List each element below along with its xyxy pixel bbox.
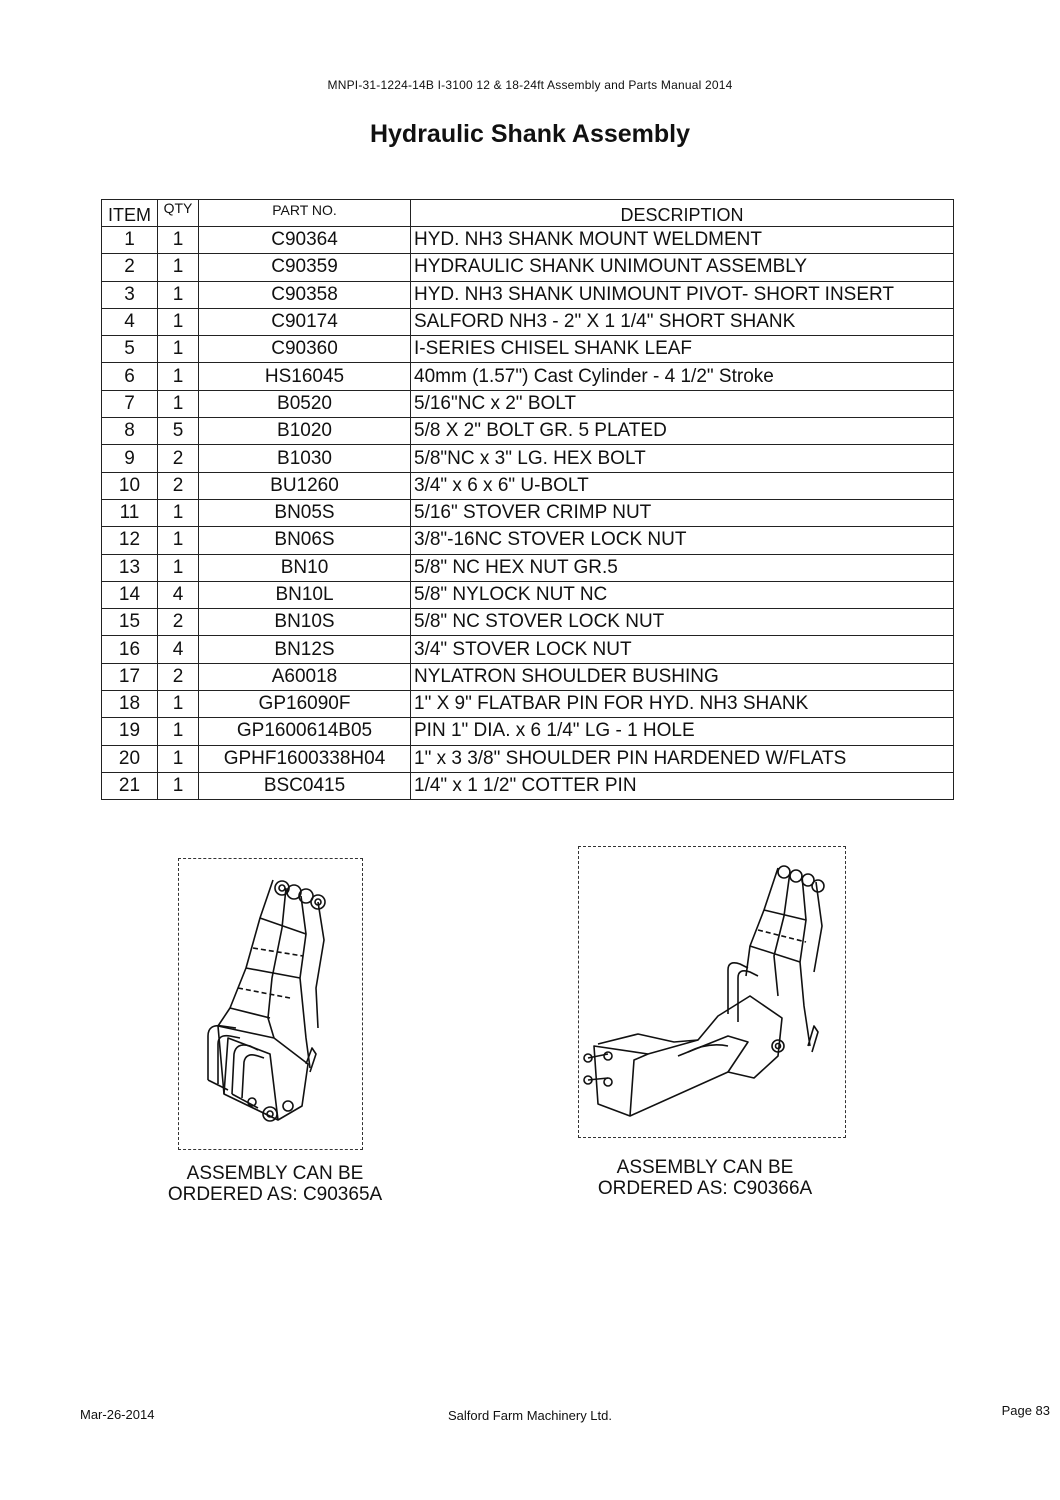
cell-qty: 5	[158, 418, 199, 445]
document-id-header: MNPI-31-1224-14B I-3100 12 & 18-24ft Assembly and Parts Manual 2014	[327, 78, 733, 92]
cell-description: 1/4" x 1 1/2" COTTER PIN	[411, 772, 954, 799]
cell-item: 4	[102, 308, 158, 335]
cell-part-no: A60018	[199, 663, 411, 690]
shank-assembly-figure-left	[178, 858, 363, 1150]
cell-part-no: GP1600614B05	[199, 718, 411, 745]
cell-qty: 1	[158, 718, 199, 745]
cell-part-no: BN10S	[199, 609, 411, 636]
cell-item: 12	[102, 527, 158, 554]
header-qty: QTY	[158, 200, 199, 227]
cell-description: NYLATRON SHOULDER BUSHING	[411, 663, 954, 690]
header-part-no: PART NO.	[199, 200, 411, 227]
cell-description: 5/8" NC HEX NUT GR.5	[411, 554, 954, 581]
cell-item: 18	[102, 691, 158, 718]
table-row	[102, 254, 954, 281]
cell-description: 5/8 X 2" BOLT GR. 5 PLATED	[411, 418, 954, 445]
caption-order-number: ORDERED AS: C90366A	[597, 1178, 813, 1199]
table-header-row	[102, 200, 954, 227]
cell-item: 21	[102, 772, 158, 799]
cell-qty: 1	[158, 745, 199, 772]
cell-item: 2	[102, 254, 158, 281]
table-row	[102, 527, 954, 554]
cell-qty: 1	[158, 363, 199, 390]
cell-item: 6	[102, 363, 158, 390]
cell-part-no: B1020	[199, 418, 411, 445]
page-title: Hydraulic Shank Assembly	[369, 120, 691, 148]
cell-item: 20	[102, 745, 158, 772]
table-row	[102, 499, 954, 526]
header-item: ITEM	[102, 200, 158, 227]
cell-qty: 1	[158, 390, 199, 417]
cell-description: 5/8" NYLOCK NUT NC	[411, 581, 954, 608]
cell-qty: 1	[158, 336, 199, 363]
cell-item: 7	[102, 390, 158, 417]
cell-description: 1" X 9" FLATBAR PIN FOR HYD. NH3 SHANK	[411, 691, 954, 718]
cell-item: 1	[102, 227, 158, 254]
caption-line: ASSEMBLY CAN BE	[616, 1157, 794, 1178]
cell-item: 14	[102, 581, 158, 608]
cell-description: 1" x 3 3/8" SHOULDER PIN HARDENED W/FLATS	[411, 745, 954, 772]
cell-item: 15	[102, 609, 158, 636]
cell-item: 9	[102, 445, 158, 472]
cell-part-no: C90364	[199, 227, 411, 254]
cell-part-no: BSC0415	[199, 772, 411, 799]
table-row	[102, 581, 954, 608]
footer-company: Salford Farm Machinery Ltd.	[447, 1408, 612, 1423]
cell-description: 5/16"NC x 2" BOLT	[411, 390, 954, 417]
cell-description: 40mm (1.57") Cast Cylinder - 4 1/2" Stroke	[411, 363, 954, 390]
header-description: DESCRIPTION	[411, 200, 954, 227]
cell-description: HYDRAULIC SHANK UNIMOUNT ASSEMBLY	[411, 254, 954, 281]
cell-qty: 2	[158, 609, 199, 636]
cell-part-no: BN10L	[199, 581, 411, 608]
cell-part-no: GPHF1600338H04	[199, 745, 411, 772]
caption-line: ASSEMBLY CAN BE	[186, 1163, 364, 1184]
cell-part-no: BN05S	[199, 499, 411, 526]
table-row	[102, 390, 954, 417]
cell-description: 3/4" STOVER LOCK NUT	[411, 636, 954, 663]
cell-item: 5	[102, 336, 158, 363]
footer-date: Mar-26-2014	[80, 1407, 155, 1422]
table-row	[102, 227, 954, 254]
cell-qty: 4	[158, 636, 199, 663]
cell-part-no: HS16045	[199, 363, 411, 390]
cell-item: 19	[102, 718, 158, 745]
caption-left	[130, 1163, 420, 1205]
shank-assembly-figure-right	[578, 846, 846, 1138]
cell-description: 3/4" x 6 x 6" U-BOLT	[411, 472, 954, 499]
cell-description: 5/16" STOVER CRIMP NUT	[411, 499, 954, 526]
cell-qty: 1	[158, 281, 199, 308]
table-row	[102, 418, 954, 445]
cell-part-no: BU1260	[199, 472, 411, 499]
cell-part-no: C90360	[199, 336, 411, 363]
cell-qty: 2	[158, 663, 199, 690]
table-row	[102, 363, 954, 390]
cell-description: SALFORD NH3 - 2" X 1 1/4" SHORT SHANK	[411, 308, 954, 335]
cell-qty: 1	[158, 254, 199, 281]
cell-item: 17	[102, 663, 158, 690]
dashed-frame	[578, 846, 846, 1138]
table-row	[102, 308, 954, 335]
cell-part-no: C90359	[199, 254, 411, 281]
table-row	[102, 745, 954, 772]
caption-right	[555, 1157, 855, 1199]
cell-description: HYD. NH3 SHANK MOUNT WELDMENT	[411, 227, 954, 254]
cell-qty: 1	[158, 308, 199, 335]
cell-description: 3/8"-16NC STOVER LOCK NUT	[411, 527, 954, 554]
dashed-frame	[178, 858, 363, 1150]
cell-item: 16	[102, 636, 158, 663]
cell-qty: 2	[158, 445, 199, 472]
cell-qty: 1	[158, 691, 199, 718]
cell-item: 13	[102, 554, 158, 581]
table-row	[102, 718, 954, 745]
cell-qty: 2	[158, 472, 199, 499]
parts-table	[101, 199, 954, 800]
parts-table-body	[102, 227, 954, 800]
cell-part-no: BN10	[199, 554, 411, 581]
table-row	[102, 691, 954, 718]
cell-part-no: B1030	[199, 445, 411, 472]
cell-description: I-SERIES CHISEL SHANK LEAF	[411, 336, 954, 363]
cell-description: 5/8" NC STOVER LOCK NUT	[411, 609, 954, 636]
table-row	[102, 636, 954, 663]
table-row	[102, 281, 954, 308]
cell-description: PIN 1" DIA. x 6 1/4" LG - 1 HOLE	[411, 718, 954, 745]
cell-part-no: C90358	[199, 281, 411, 308]
cell-part-no: BN06S	[199, 527, 411, 554]
cell-description: HYD. NH3 SHANK UNIMOUNT PIVOT- SHORT INSERT	[411, 281, 954, 308]
cell-part-no: BN12S	[199, 636, 411, 663]
table-row	[102, 472, 954, 499]
table-row	[102, 336, 954, 363]
table-row	[102, 445, 954, 472]
table-row	[102, 609, 954, 636]
cell-qty: 4	[158, 581, 199, 608]
cell-item: 8	[102, 418, 158, 445]
table-row	[102, 772, 954, 799]
table-row	[102, 554, 954, 581]
cell-part-no: C90174	[199, 308, 411, 335]
cell-qty: 1	[158, 554, 199, 581]
cell-qty: 1	[158, 227, 199, 254]
table-row	[102, 663, 954, 690]
cell-item: 3	[102, 281, 158, 308]
caption-order-number: ORDERED AS: C90365A	[167, 1184, 383, 1205]
cell-description: 5/8"NC x 3" LG. HEX BOLT	[411, 445, 954, 472]
cell-item: 11	[102, 499, 158, 526]
cell-qty: 1	[158, 772, 199, 799]
cell-part-no: GP16090F	[199, 691, 411, 718]
cell-item: 10	[102, 472, 158, 499]
cell-part-no: B0520	[199, 390, 411, 417]
cell-qty: 1	[158, 499, 199, 526]
cell-qty: 1	[158, 527, 199, 554]
footer-page-number: Page 83	[1001, 1403, 1050, 1418]
